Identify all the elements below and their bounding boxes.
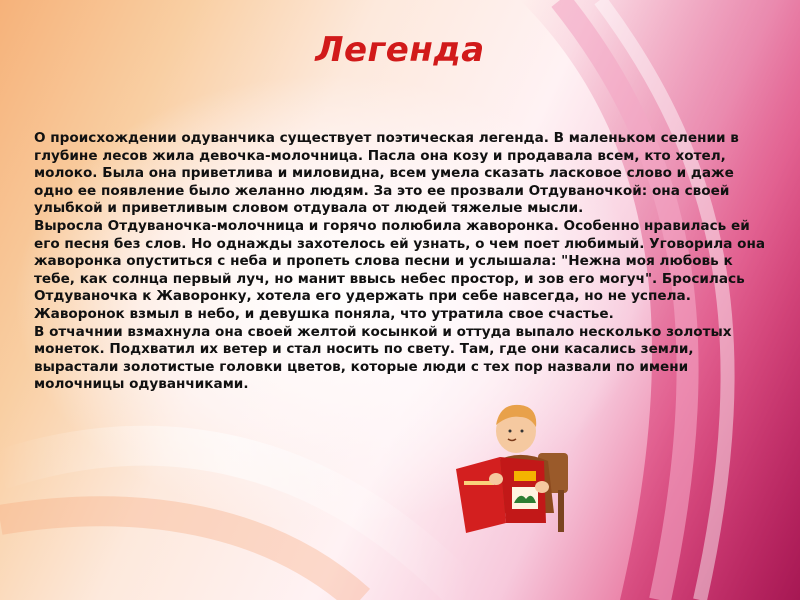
paragraph: В отчачнии взмахнула она своей желтой косынкой и оттуда выпало несколько золотых монеток. Подхватил их ветер и стал носить по свету. Там, где они касались земли, вырастали золотистые головки цветов, которые люди с тех пор назвали по имени молочницы одуванчиками. [34, 323, 732, 393]
legend-text [34, 130, 774, 394]
paragraph: Выросла Отдуваночка-молочница и горячо полюбила жаворонка. Особенно нравилась ей его песня без слов. Но однажды захотелось ей узнать, о чем поет любимый. Уговорила она жаворонка опуститься с неба и пропеть слова песни и услышала: "Нежна моя любовь к тебе, как солнца первый луч, но манит ввысь небес простор, и зов его могуч". Бросилась Отдуваночка к Жаворонку, хотела его удержать при себе навсегда, но не успела. Жаворонок взмыл в небо, и девушка поняла, что утратила свое счастье. [34, 217, 766, 322]
boy-reading-book-icon [450, 395, 580, 535]
slide-title: Легенда [315, 30, 485, 70]
paragraph: О происхождении одуванчика существует поэтическая легенда. В маленьком селении в глубине лесов жила девочка-молочница. Пасла она козу и продавала всем, кто хотел, молоко. Была она приветлива и миловидна, всем умела сказать ласковое слово и даже одно ее появление было желанно людям. За это ее прозвали Отдуваночкой: она своей улыбкой и приветливым словом отдувала от людей тяжелые мысли. [34, 130, 739, 217]
